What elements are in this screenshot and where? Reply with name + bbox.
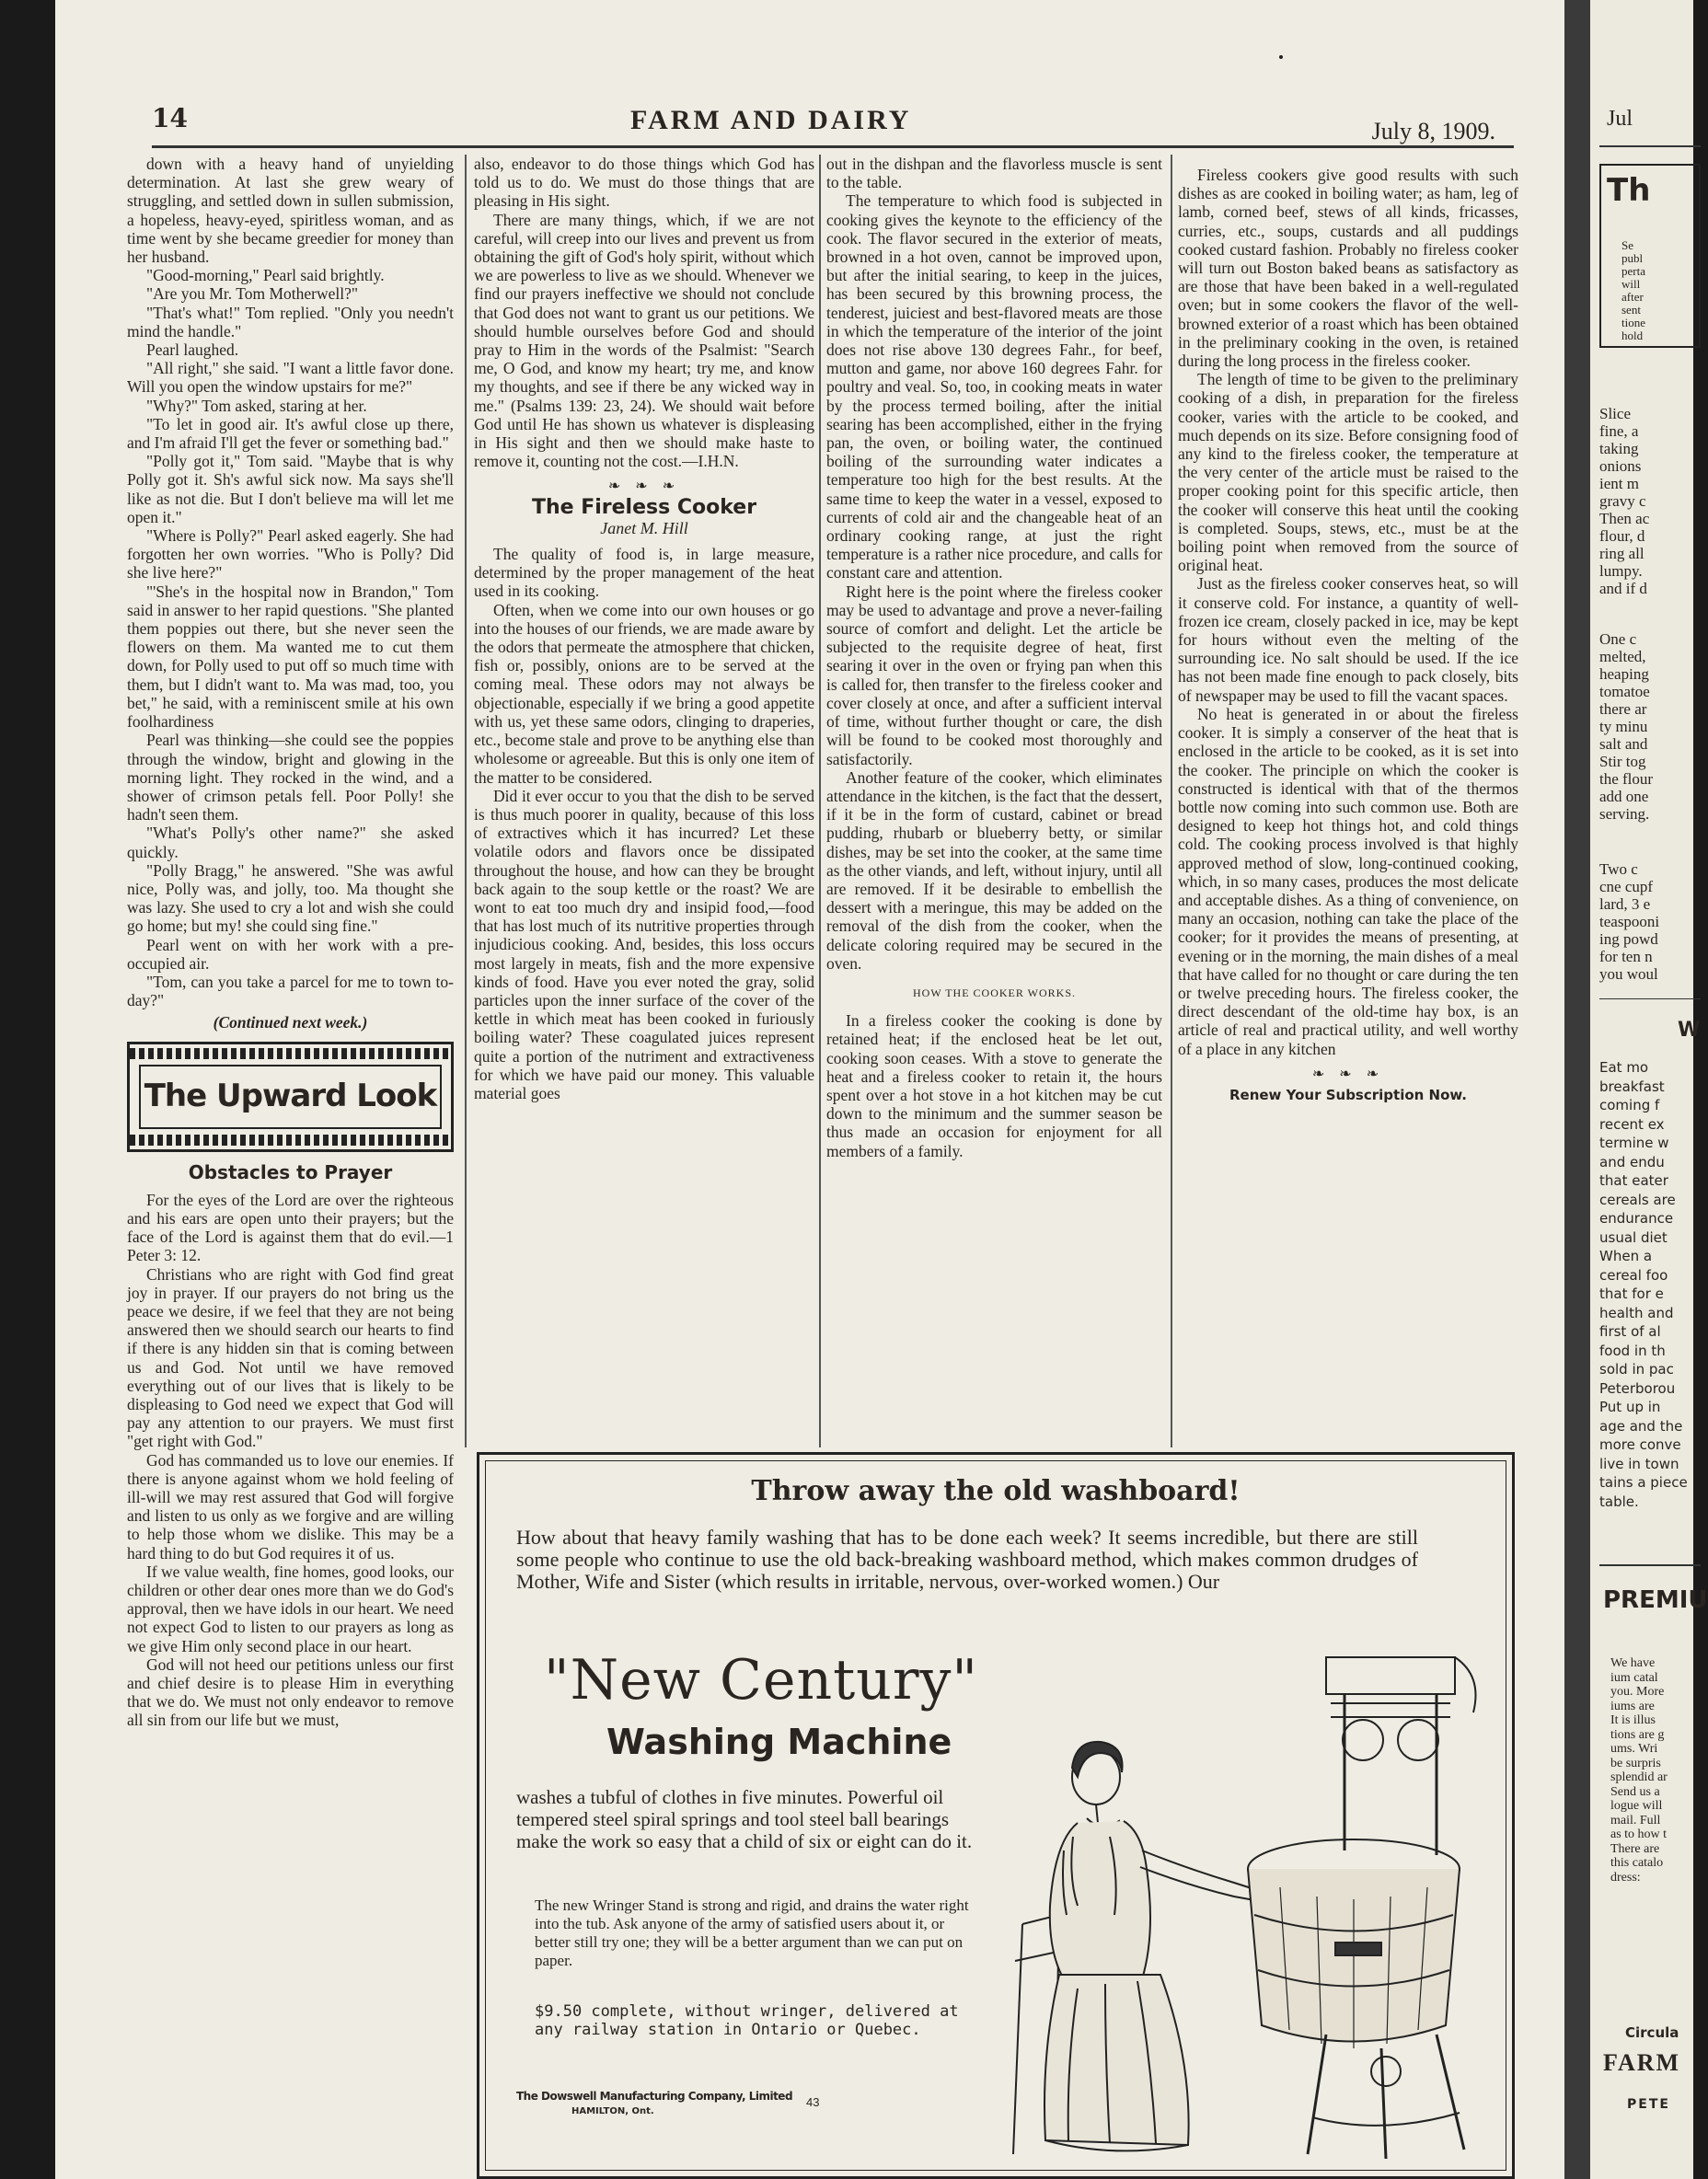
text-line: lumpy. bbox=[1599, 562, 1643, 580]
text-line: Stir tog bbox=[1599, 753, 1646, 770]
section-banner bbox=[127, 1042, 454, 1152]
text-line: and endu bbox=[1599, 1153, 1665, 1170]
paragraph: "'She's in the hospital now in Brandon," Tom said in answer to her rapid questions. "She planted them poppies out there, but she never seen the flowers on them. Ma wanted me to cut them down, for Polly used to put off so much time with them, but I didn't want to. Ma was mad, too, you bet," he said, with a reminiscent smile at his own foolhardiness bbox=[127, 582, 454, 732]
text-line: flour, d bbox=[1599, 527, 1645, 545]
text-line: splendid ar bbox=[1610, 1770, 1668, 1784]
text-line: When a bbox=[1599, 1248, 1653, 1264]
paragraph: "Are you Mr. Tom Motherwell?" bbox=[146, 284, 358, 304]
text-line: teaspooni bbox=[1599, 913, 1660, 930]
text-line: Put up in bbox=[1599, 1399, 1661, 1415]
text-line: cereal foo bbox=[1599, 1266, 1668, 1284]
ad-intro: How about that heavy family washing that has to be done each week? It seems incredible, but there are still some people who continue to use the old back-breaking washboard method, which makes common drudges of Mother, Wife and Sister (which results in irritable, nervous, over-worked women.) Our bbox=[516, 1526, 1418, 1593]
text-line: be surpris bbox=[1610, 1756, 1661, 1770]
ad-company: The Dowswell Manufacturing Company, Limited bbox=[516, 2090, 793, 2103]
paragraph: Did it ever occur to you that the dish to be served is thus much poorer in quality, because of this loss of extractives which it has incurred? Let these volatile odors and flavors once be dissipated throughout the house, and how can they be brought back again to the soup kettle or the roast? We are wont to eat too much dry and insipid food,—food that has lost much of its nutritive properties through injudicious cooking. And, besides, this loss occurs most largely in meats, fish and the more expensive kinds of food. Have you ever noted the gray, solid particles upon the inner surface of the cover of the kettle in which meat has been cooked in furiously boiling water? These coagulated juices represent quite a portion of the nutriment and extractiveness for which we have paid our money. This valuable material goes bbox=[474, 786, 814, 1102]
text-line: logue will bbox=[1610, 1799, 1663, 1813]
text-line: dress: bbox=[1610, 1870, 1641, 1885]
paragraph: God will not heed our petitions unless our first and chief desire is to please Him in everything that we do. We must not only endeavor to remove all sin from our life but we must, bbox=[127, 1654, 454, 1730]
adjacent-boxed-notice bbox=[1599, 164, 1701, 348]
paragraph: out in the dishpan and the flavorless muscle is sent to the table. bbox=[826, 155, 1162, 192]
adjacent-text-block bbox=[1599, 860, 1659, 983]
text-line: live in town bbox=[1599, 1455, 1679, 1472]
text-line: for ten n bbox=[1599, 948, 1653, 965]
text-line: usual diet bbox=[1599, 1228, 1668, 1246]
paragraph: The quality of food is, in large measure, determined by the proper management of the heat used in its cooking. bbox=[474, 545, 814, 601]
text-line: iums are bbox=[1610, 1699, 1655, 1713]
paragraph: Just as the fireless cooker conserves heat, so will it conserve cold. For instance, a quantity of well-frozen ice cream, closely packed in ice, may be kept for hours without even the melting of the surrounding ice. No salt should be used. If the ice has not been made fine enough to pack closely, bits of newspaper may be used to fill the vacant spaces. bbox=[1178, 574, 1518, 705]
text-line: after bbox=[1621, 290, 1644, 304]
text-line: food in th bbox=[1599, 1342, 1666, 1359]
text-line: fine, a bbox=[1599, 422, 1639, 440]
paragraph: "Good-morning," Pearl said brightly. bbox=[146, 266, 385, 285]
column-2 bbox=[474, 155, 814, 1443]
paragraph: There are many things, which, if we are not careful, will creep into our lives and prevent us from obtaining the gift of God's holy spirit, without which we are powerless to live as we should. Whenever we find our prayers ineffective we should not conclude that God does not want to grant us our petitions. We should humble ourselves before God and should pray to Him in the words of the Psalmist: "Search me, O God, and know my heart; try me, and know my thoughts, and see if there be any wicked way in me." (Psalms 139: 23, 24). We should wait before God until He has shown us whatever is displeasing in His sight and then we should make haste to remove it, counting not the cost.—I.H.N. bbox=[474, 210, 814, 471]
paragraph: Pearl was thinking—she could see the poppies through the window, bright and glowing in the morning light. They rocked in the wind, and a shower of crimson petals fell. Poor Polly! she hadn't seen them. bbox=[127, 731, 454, 824]
paragraph: Christians who are right with God find great joy in prayer. If our prayers do not bring us the peace we desire, if we feel that they are not being answered then we should search our hearts to find if there is any hidden sin that is coming between us and God. Not until we have removed everything out of our lives that is likely to be displeasing to God need we expect that God will pay any attention to our prayers. We must first "get right with God." bbox=[127, 1264, 454, 1451]
dotted-border bbox=[130, 1048, 451, 1059]
paragraph: Often, when we come into our own houses or go into the houses of our friends, we are made aware by the odors that permeate the atmosphere that chicken, fish or, possibly, onions are to be served at the coming meal. These odors may not always be objectionable, especially if we bring a good appetite with us, yet these same odors, clinging to draperies, etc., become stale and prove to be anything else than wholesome or agreeable. But this is only one item of the matter to be considered. bbox=[474, 600, 814, 787]
paragraph: also, endeavor to do those things which God has told us to do. We must do those things that are pleasing in His sight. bbox=[474, 155, 814, 211]
text-line: melted, bbox=[1599, 648, 1646, 665]
ink-speck bbox=[1279, 55, 1283, 59]
text-line: ring all bbox=[1599, 545, 1645, 562]
text-line: serving. bbox=[1599, 805, 1650, 823]
column-divider bbox=[819, 155, 821, 1447]
adjacent-box-title: Th bbox=[1607, 172, 1651, 209]
paragraph: The temperature to which food is subjected in cooking gives the keynote to the efficiency of the cook. The flavor secured in the exterior of meats, browned in a hot oven, cannot be improved upon, but after the initial searing, to keep in the juices, has been secured by this browning process, the tenderest, juiciest and best-flavored meats are those in which the temperature of the interior of the joint does not rise above 130 degrees Fahr., for beef, mutton and game, nor above 160 degrees Fahr. for poultry and veal. So, too, in cooking meats in water by the process termed boiling, after the initial searing has been accomplished, either in the frying pan, the oven, or boiling water, the continued boiling of the surrounding water indicates a temperature too high for the best results. At the same time to keep the water in a vessel, exposed to currents of cold air and the changeable heat of an ordinary cooking range, at just the right temperature is a rather nice procedure, and calls for constant care and attention. bbox=[826, 191, 1162, 582]
text-line: Eat mo bbox=[1599, 1059, 1649, 1076]
text-line: more conve bbox=[1599, 1436, 1681, 1453]
adjacent-text-block bbox=[1599, 630, 1653, 823]
text-line: lard, 3 e bbox=[1599, 895, 1651, 913]
woman-washing-machine-illustration bbox=[958, 1639, 1501, 2163]
paragraph: down with a heavy hand of unyielding determination. At last she grew weary of struggling, and settled down in sullen submission, a hopeless, heavy-eyed, spiritless woman, and as time went by she became greedier for money than her husband. bbox=[127, 155, 454, 267]
text-line: will bbox=[1621, 277, 1641, 291]
adjacent-header-rule bbox=[1599, 145, 1701, 147]
text-line: add one bbox=[1599, 788, 1649, 805]
adjacent-text-block bbox=[1610, 1656, 1668, 1885]
text-line: table. bbox=[1599, 1493, 1639, 1510]
ad-description: washes a tubful of clothes in five minutes. Powerful oil tempered steel spiral springs and tool steel ball bearings make the work so easy that a child of six or eight can do it. bbox=[516, 1786, 973, 1852]
text-line: coming f bbox=[1599, 1097, 1660, 1113]
text-line: recent ex bbox=[1599, 1115, 1665, 1133]
ad-product-name: Washing Machine bbox=[606, 1722, 952, 1762]
text-line: ing powd bbox=[1599, 930, 1658, 948]
paragraph: "Where is Polly?" Pearl asked eagerly. She had forgotten her own worries. "Who is Polly? Did she live here?" bbox=[127, 526, 454, 582]
adjacent-page-fragment bbox=[1590, 0, 1708, 2179]
text-line: you. More bbox=[1610, 1685, 1665, 1699]
text-line: ient m bbox=[1599, 475, 1639, 492]
scripture-quote: For the eyes of the Lord are over the righteous and his ears are open unto their prayers; but the face of the Lord is against them that do evil.—1 Peter 3: 12. bbox=[127, 1190, 454, 1265]
ad-headline: Throw away the old washboard! bbox=[751, 1475, 1241, 1507]
text-line: Peterborou bbox=[1599, 1379, 1676, 1397]
paragraph: "Polly got it," Tom said. "Maybe that is why Polly got it. Sh's awful sick now. Ma says she'll like as not die. But I don't believe ma will let me open it." bbox=[127, 452, 454, 526]
story-continuation bbox=[127, 155, 454, 1032]
header-rule bbox=[152, 145, 1514, 148]
paragraph: "Why?" Tom asked, staring at her. bbox=[146, 396, 367, 415]
column-3 bbox=[826, 155, 1162, 1443]
section-ornament: ❧ ❧ ❧ bbox=[607, 478, 681, 495]
text-line: endurance bbox=[1599, 1210, 1674, 1227]
adjacent-circular: Circula bbox=[1625, 2024, 1679, 2041]
text-line: perta bbox=[1621, 264, 1645, 278]
paragraph: Pearl went on with her work with a pre-occupied air. bbox=[127, 935, 454, 973]
text-line: sold in pac bbox=[1599, 1361, 1674, 1378]
text-line: breakfast bbox=[1599, 1078, 1665, 1095]
adjacent-header: Jul bbox=[1607, 107, 1633, 131]
renew-notice: Renew Your Subscription Now. bbox=[1229, 1086, 1468, 1103]
ad-city: HAMILTON, Ont. bbox=[571, 2106, 654, 2116]
column-divider bbox=[1171, 155, 1172, 1447]
adjacent-pete: PETE bbox=[1627, 2097, 1670, 2112]
adjacent-box-text bbox=[1621, 239, 1645, 342]
adjacent-rule bbox=[1599, 998, 1701, 999]
paragraph: "Tom, can you take a parcel for me to town to-day?" bbox=[127, 972, 454, 1010]
section-subhead: HOW THE COOKER WORKS. bbox=[912, 986, 1076, 999]
text-line: ty minu bbox=[1599, 718, 1648, 735]
text-line: ums. Wri bbox=[1610, 1742, 1658, 1756]
section-title: The Upward Look bbox=[139, 1065, 442, 1129]
text-line: tione bbox=[1621, 316, 1645, 329]
paragraph: In a fireless cooker the cooking is done by retained heat; if the enclosed heat be let out, cooking soon ceases. With a stove to generate the heat and a fireless cooker to retain it, the hours spent over a hot stove in a hot kitchen may be cut down to the minimum and the summer season be thus made an occasion for enjoyment for all members of a family. bbox=[826, 1011, 1162, 1160]
text-line: It is illus bbox=[1610, 1713, 1656, 1727]
text-line: taking bbox=[1599, 440, 1639, 457]
text-line: age and the bbox=[1599, 1417, 1683, 1435]
text-line: cereals are bbox=[1599, 1191, 1676, 1208]
text-line: first of al bbox=[1599, 1323, 1661, 1340]
paragraph: Fireless cookers give good results with such dishes as are cooked in boiling water; as ham, leg of lamb, corned beef, stews of all kinds, fricasses, curries, etc., soups, custards and all puddings cooked custard fashion. Probably no fireless cooker will turn out Boston baked beans as satisfactory as are those that have been baked in a well-regulated oven; but in some cookers the flavor of the well-browned exterior of a roast which has been obtained in the preliminary cooking in the oven, is retained during the long process in the fireless cooker. bbox=[1178, 166, 1518, 371]
page-gutter bbox=[1564, 0, 1590, 2179]
text-line: hold bbox=[1621, 329, 1644, 342]
paragraph: Another feature of the cooker, which eliminates attendance in the kitchen, is the fact that the dessert, if it be in the form of custard, cabinet or bread pudding, rhubarb or blueberry betty, or similar dishes, may be set into the cooker, at the same time as the other viands, and left, without injury, until all are removed. If it be desirable to embellish the dessert with a meringue, this may be added on the removal of the dish from the cooker, when the delicate coloring required may be secured in the oven. bbox=[826, 767, 1162, 973]
adjacent-farm: FARM bbox=[1603, 2049, 1681, 2076]
ad-wringer-stand: The new Wringer Stand is strong and rigid, and drains the water right into the tub. Ask anyone of the army of satisfied users about it, or better still try one; they will be a better argument than we can put on paper. bbox=[535, 1897, 969, 1969]
text-line: salt and bbox=[1599, 735, 1648, 753]
section-ornament: ❧ ❧ ❧ bbox=[1311, 1066, 1385, 1082]
text-line: that for e bbox=[1599, 1285, 1664, 1302]
paragraph: "What's Polly's other name?" she asked quickly. bbox=[127, 824, 454, 861]
text-line: tomatoe bbox=[1599, 683, 1650, 700]
text-line: sent bbox=[1621, 303, 1641, 317]
column-divider bbox=[465, 155, 467, 1447]
adjacent-text-block bbox=[1599, 405, 1649, 597]
text-line: as to how t bbox=[1610, 1827, 1668, 1841]
text-line: and if d bbox=[1599, 580, 1647, 597]
column-1 bbox=[127, 155, 454, 2179]
paragraph: "Polly Bragg," he answered. "She was awful nice, Polly was, and jolly, too. Ma thought she was lazy. She used to cry a lot and wish she could go home; but my! she could sing fine." bbox=[127, 860, 454, 936]
ad-price: $9.50 complete, without wringer, delivered at any railway station in Ontario or Quebec. bbox=[535, 2002, 959, 2039]
text-line: We have bbox=[1610, 1656, 1656, 1670]
adjacent-text-block bbox=[1599, 1058, 1688, 1511]
washing-machine-ad bbox=[477, 1452, 1515, 2179]
ad-number: 43 bbox=[806, 2095, 820, 2109]
text-line: Then ac bbox=[1599, 510, 1650, 527]
dotted-border bbox=[130, 1135, 451, 1146]
text-line: One c bbox=[1599, 630, 1637, 648]
text-line: there ar bbox=[1599, 700, 1647, 718]
paragraph: Right here is the point where the fireless cooker may be used to advantage and prove a never-failing source of comfort and delight. Let the article be subjected to the requisite degree of heat, first searing it over in the oven or frying pan when this is called for, then transfer to the fireless cooker and cover closely at once, and after a sufficient interval of time, without further thought or care, the dish will be found to be cooked most thoroughly and satisfactorily. bbox=[826, 582, 1162, 768]
text-line: Slice bbox=[1599, 405, 1631, 422]
text-line: tions are g bbox=[1610, 1727, 1665, 1742]
text-line: you woul bbox=[1599, 965, 1658, 983]
text-line: Se bbox=[1621, 238, 1633, 252]
paragraph: "To let in good air. It's awful close up there, and I'm afraid I'll get the fever or something bad." bbox=[127, 414, 454, 453]
text-line: onions bbox=[1599, 457, 1642, 475]
text-line: tains a piece bbox=[1599, 1474, 1688, 1491]
adjacent-heading: W bbox=[1678, 1019, 1701, 1042]
paragraph: No heat is generated in or about the fireless cooker. It is simply a conserver of the heat that is enclosed in the article to be cooked, as it is set into the cooker. The principle on which the cooker is constructed is identical with that of the thermos bottle now coming into such common use. Both are designed to keep hot things hot, and cold things cold. The cooking process involved is that highly approved method of slow, long-continued cooking, which, in so many cases, produces the most delicate and acceptable dishes. As a thing of convenience, on many an occasion, nothing can take the place of the cooker; for it provides the means of presenting, at evening or in the morning, the main dishes of a meal that have called for no thought or care during the ten or twelve preceding hours. The fireless cooker, the direct descendant of the old-time hay box, is an article of real and practical utility, and well worthy of a place in any kitchen bbox=[1178, 704, 1518, 1058]
text-line: health and bbox=[1599, 1304, 1674, 1321]
continued-notice: (Continued next week.) bbox=[213, 1013, 368, 1032]
adjacent-premium-heading: PREMIU bbox=[1603, 1586, 1708, 1614]
text-line: mail. Full bbox=[1610, 1813, 1661, 1827]
text-line: Send us a bbox=[1610, 1784, 1660, 1799]
article-subhead: Obstacles to Prayer bbox=[188, 1160, 393, 1183]
paragraph: If we value wealth, fine homes, good looks, our children or other dear ones more than we do God's approval, then we have idols in our heart. We need not expect God to listen to our prayers as long as we give Him only second place in our heart. bbox=[127, 1562, 454, 1655]
text-line: publ bbox=[1621, 251, 1644, 265]
column-4 bbox=[1178, 166, 1518, 1454]
masthead: FARM AND DAIRY bbox=[630, 105, 912, 135]
text-line: this catalo bbox=[1610, 1856, 1664, 1870]
ad-brand-name: "New Century" bbox=[544, 1648, 979, 1712]
text-line: gravy c bbox=[1599, 492, 1646, 510]
article-title: The Fireless Cooker bbox=[531, 495, 757, 519]
text-line: the flour bbox=[1599, 770, 1654, 788]
text-line: termine w bbox=[1599, 1135, 1669, 1151]
page-number: 14 bbox=[152, 103, 188, 133]
text-line: There are bbox=[1610, 1841, 1660, 1856]
adjacent-rule bbox=[1599, 1564, 1701, 1566]
paragraph: Pearl laughed. bbox=[146, 340, 239, 360]
text-line: Two c bbox=[1599, 860, 1638, 878]
paragraph: "That's what!" Tom replied. "Only you needn't mind the handle." bbox=[127, 303, 454, 340]
paragraph: "All right," she said. "I want a little favor done. Will you open the window upstairs for me?" bbox=[127, 359, 454, 397]
text-line: heaping bbox=[1599, 665, 1649, 683]
paragraph: The length of time to be given to the preliminary cooking of a dish, in preparation for the fireless cooker, varies with the article to be cooked, and much depends on its size. Before consigning food of any kind to the fireless cooker, the temperature at the very center of the article must be raised to the proper cooking point for this specific article, then the cooker will conserve this heat until the cooking is completed. Soups, stews, etc., must be at the boiling point when removed from the source of original heat. bbox=[1178, 370, 1518, 575]
page-header bbox=[152, 103, 1514, 144]
text-line: that eater bbox=[1599, 1172, 1668, 1189]
text-line: cne cupf bbox=[1599, 878, 1654, 895]
paragraph: God has commanded us to love our enemies. If there is anyone against whom we hold feeling of ill-will we may rest assured that God will forgive and listen to us only as we forgive and are willing to help those whom we dislike. This may be a hard thing to do but God requires it of us. bbox=[127, 1450, 454, 1562]
issue-date: July 8, 1909. bbox=[1371, 118, 1495, 144]
text-line: ium catal bbox=[1610, 1670, 1658, 1685]
article-byline: Janet M. Hill bbox=[600, 518, 688, 537]
